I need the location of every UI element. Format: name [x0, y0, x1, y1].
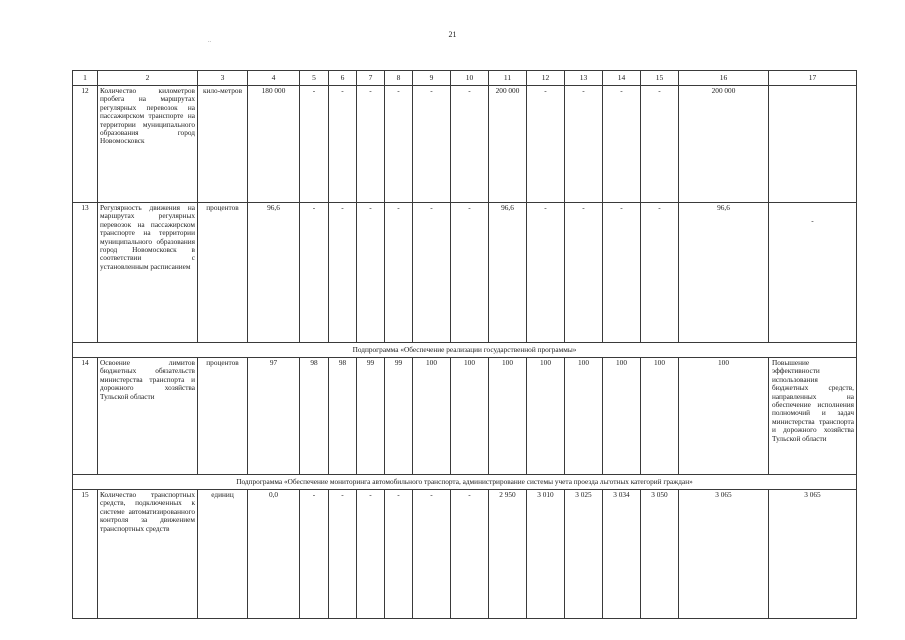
value-cell: -: [357, 490, 385, 619]
col-number: 12: [527, 71, 565, 86]
unit: процентов: [198, 203, 248, 343]
value-cell: 3 050: [641, 490, 679, 619]
value-cell: 100: [565, 358, 603, 475]
indicator-name: Количество километров пробега на маршрутах регулярных перевозок на пассажирском транспорте на территории муниципального образования город Новомосковск: [98, 86, 198, 203]
unit: кило-метров: [198, 86, 248, 203]
value-cell: 3 025: [565, 490, 603, 619]
value-cell: -: [603, 86, 641, 203]
value-cell: 97: [248, 358, 300, 475]
value-cell: -: [329, 203, 357, 343]
indicator-name: Количество транспортных средств, подключенных к системе автоматизированного контроля за движением транспортных средств: [98, 490, 198, 619]
col-number: 10: [451, 71, 489, 86]
note-cell: -: [769, 203, 857, 343]
value-cell: -: [329, 86, 357, 203]
value-cell: 3 065: [769, 490, 857, 619]
value-cell: 100: [527, 358, 565, 475]
value-cell: -: [300, 86, 329, 203]
value-cell: 180 000: [248, 86, 300, 203]
value-cell: 99: [357, 358, 385, 475]
value-cell: 99: [385, 358, 413, 475]
indicators-table: [72, 70, 857, 619]
value-cell: -: [357, 203, 385, 343]
col-number: 9: [413, 71, 451, 86]
col-number: 2: [98, 71, 198, 86]
row-number: 14: [73, 358, 98, 475]
table-row: [73, 358, 857, 475]
subprogram-row: [73, 343, 857, 358]
col-number: 5: [300, 71, 329, 86]
value-cell: 0,0: [248, 490, 300, 619]
value-cell: 100: [413, 358, 451, 475]
unit: единиц: [198, 490, 248, 619]
value-cell: -: [641, 203, 679, 343]
value-cell: 200 000: [489, 86, 527, 203]
value-cell: 3 010: [527, 490, 565, 619]
col-number: 14: [603, 71, 641, 86]
row-number: 12: [73, 86, 98, 203]
value-cell: -: [603, 203, 641, 343]
value-cell: -: [413, 203, 451, 343]
note-cell: [769, 86, 857, 203]
indicator-name: Регулярность движения на маршрутах регулярных перевозок на пассажирском транспорте на территории муниципального образования город Новомосковск в соответствии с установленным расписанием: [98, 203, 198, 343]
table-row: [73, 203, 857, 343]
col-number: 1: [73, 71, 98, 86]
col-number: 11: [489, 71, 527, 86]
col-number: 15: [641, 71, 679, 86]
col-number: 8: [385, 71, 413, 86]
col-number: 13: [565, 71, 603, 86]
row-number: 15: [73, 490, 98, 619]
value-cell: -: [300, 203, 329, 343]
value-cell: 98: [300, 358, 329, 475]
table-row: [73, 86, 857, 203]
scan-mark: ..: [208, 38, 211, 44]
value-cell: -: [451, 203, 489, 343]
unit: процентов: [198, 358, 248, 475]
value-cell: -: [527, 203, 565, 343]
subprogram-row: [73, 475, 857, 490]
value-cell: 100: [603, 358, 641, 475]
value-cell: -: [451, 86, 489, 203]
value-cell: -: [641, 86, 679, 203]
value-cell: 96,6: [248, 203, 300, 343]
value-cell: -: [565, 86, 603, 203]
value-cell: 3 065: [679, 490, 769, 619]
value-cell: -: [413, 490, 451, 619]
col-number: 7: [357, 71, 385, 86]
value-cell: -: [413, 86, 451, 203]
col-number: 16: [679, 71, 769, 86]
value-cell: 100: [679, 358, 769, 475]
value-cell: 2 950: [489, 490, 527, 619]
subprogram-title: Подпрограмма «Обеспечение реализации государственной программы»: [73, 343, 857, 358]
value-cell: 100: [489, 358, 527, 475]
value-cell: -: [565, 203, 603, 343]
value-cell: -: [300, 490, 329, 619]
row-number: 13: [73, 203, 98, 343]
col-number: 4: [248, 71, 300, 86]
value-cell: -: [329, 490, 357, 619]
indicator-name: Освоение лимитов бюджетных обязательств министерства транспорта и дорожного хозяйства Тульской области: [98, 358, 198, 475]
value-cell: 200 000: [679, 86, 769, 203]
value-cell: 3 034: [603, 490, 641, 619]
subprogram-title: Подпрограмма «Обеспечение мониторинга автомобильного транспорта, администрирование системы учета проезда льготных категорий граждан»: [73, 475, 857, 490]
value-cell: 98: [329, 358, 357, 475]
value-cell: -: [385, 203, 413, 343]
value-cell: 100: [641, 358, 679, 475]
value-cell: 100: [451, 358, 489, 475]
column-number-row: [73, 71, 857, 86]
note-cell: Повышение эффективности использования бюджетных средств, направленных на обеспечение исполнения полномочий и задач министерства транспорта и дорожного хозяйства Тульской области: [769, 358, 857, 475]
col-number: 6: [329, 71, 357, 86]
value-cell: -: [527, 86, 565, 203]
col-number: 17: [769, 71, 857, 86]
col-number: 3: [198, 71, 248, 86]
value-cell: -: [451, 490, 489, 619]
page-number: 21: [448, 30, 457, 39]
value-cell: -: [385, 86, 413, 203]
value-cell: 96,6: [489, 203, 527, 343]
value-cell: -: [385, 490, 413, 619]
value-cell: 96,6: [679, 203, 769, 343]
value-cell: -: [357, 86, 385, 203]
table-row: [73, 490, 857, 619]
